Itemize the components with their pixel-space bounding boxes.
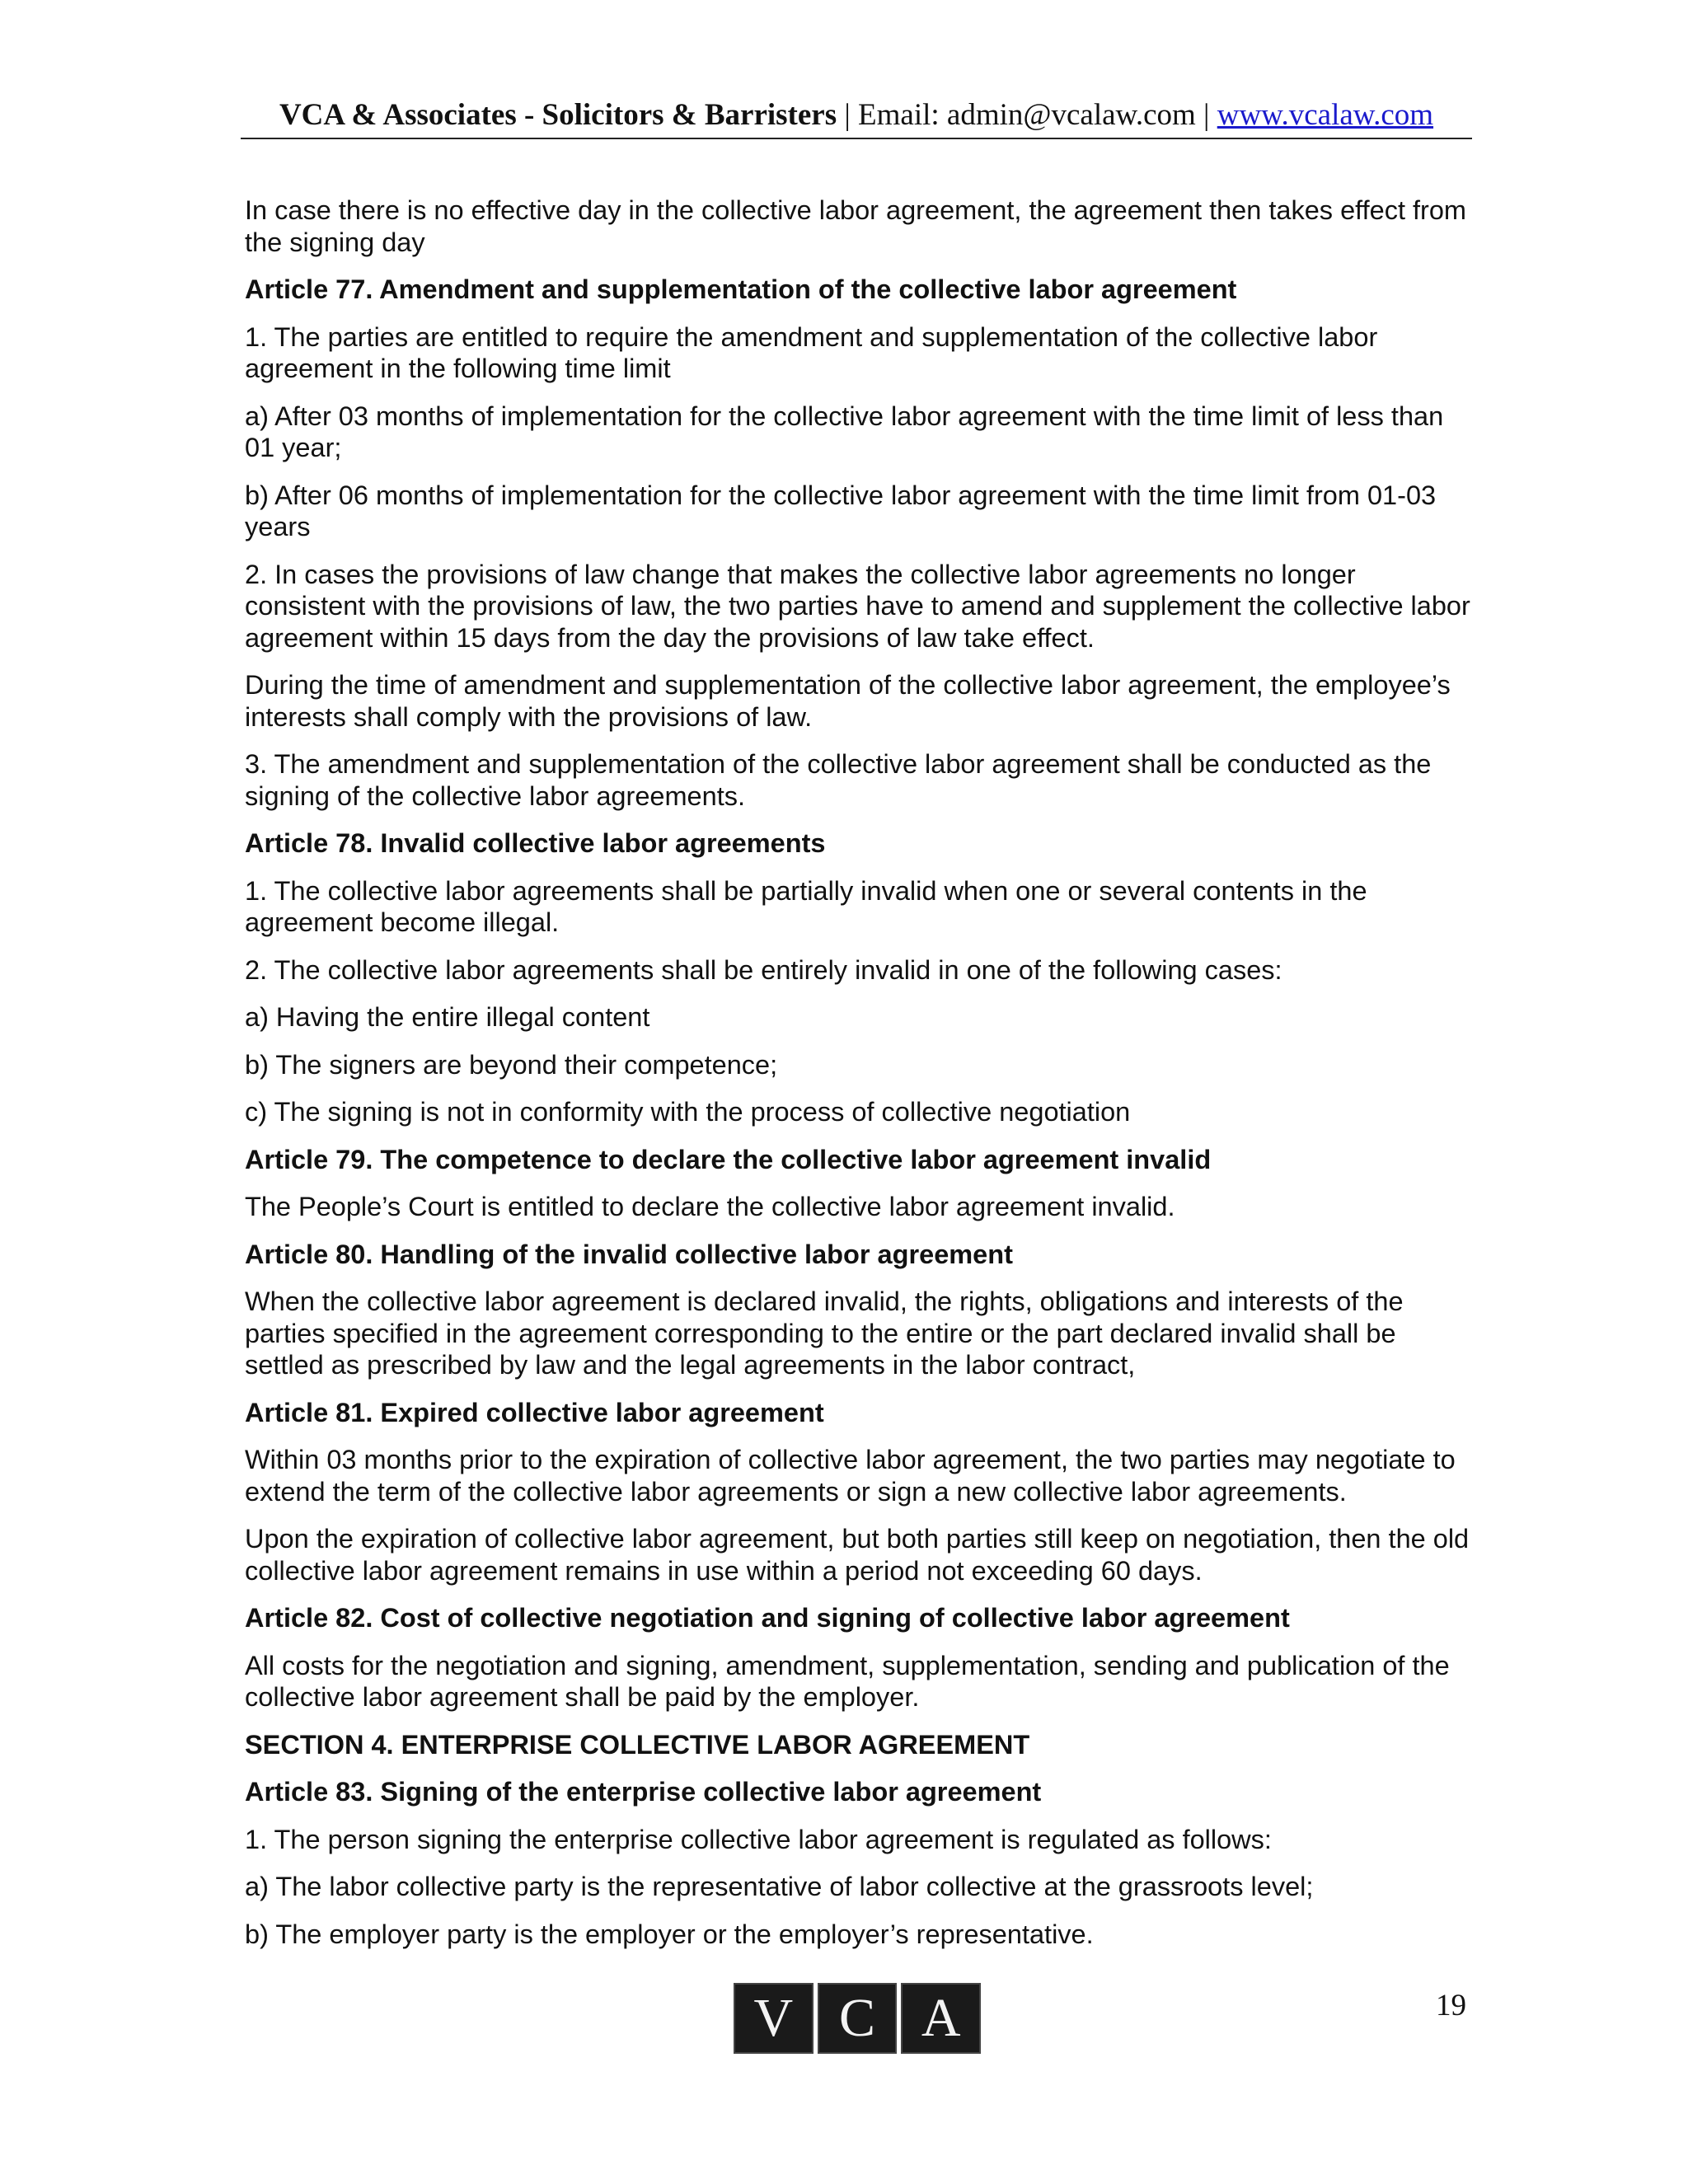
paragraph: b) The signers are beyond their competence; — [245, 1049, 778, 1080]
website-link[interactable]: www.vcalaw.com — [1217, 98, 1434, 132]
section-heading: SECTION 4. ENTERPRISE COLLECTIVE LABOR AGREEMENT — [245, 1729, 1030, 1760]
article-heading: Article 80. Handling of the invalid collective labor agreement — [245, 1239, 1013, 1269]
paragraph: 3. The amendment and supplementation of the collective labor agreement shall be conducted as the signing of the collective labor agreements. — [245, 749, 1432, 811]
article-heading: Article 79. The competence to declare the collective labor agreement invalid — [245, 1144, 1212, 1174]
page-number: 19 — [1436, 1989, 1466, 2022]
article-heading: Article 78. Invalid collective labor agreements — [245, 828, 826, 858]
paragraph: a) The labor collective party is the representative of labor collective at the grassroots level; — [245, 1872, 1314, 1901]
header-email: Email: admin@vcalaw.com — [858, 98, 1196, 132]
paragraph: 1. The person signing the enterprise collective labor agreement is regulated as follows: — [245, 1824, 1272, 1854]
document-body — [245, 194, 1473, 1966]
paragraph: During the time of amendment and supplementation of the collective labor agreement, the employee’s interests shall comply with the provisions of law. — [245, 670, 1451, 732]
paragraph: b) The employer party is the employer or the employer’s representative. — [245, 1919, 1094, 1949]
paragraph: a) After 03 months of implementation for the collective labor agreement with the time limit of less than 01 year; — [245, 401, 1444, 462]
logo-tile-v: V — [734, 1983, 814, 2054]
header-separator: | — [1195, 98, 1217, 132]
paragraph: Within 03 months prior to the expiration of collective labor agreement, the two parties may negotiate to extend the term of the collective labor agreements or sign a new collective labor agreements. — [245, 1445, 1456, 1507]
logo-tile-c: C — [818, 1983, 898, 2054]
article-heading: Article 83. Signing of the enterprise collective labor agreement — [245, 1777, 1042, 1807]
paragraph: 2. In cases the provisions of law change that makes the collective labor agreements no longer consistent with the provisions of law, the two parties have to amend and supplement the collective labor agreement within 15 days from the day the provisions of law take effect. — [245, 559, 1470, 653]
page-header — [241, 97, 1472, 139]
paragraph: The People’s Court is entitled to declare the collective labor agreement invalid. — [245, 1192, 1175, 1221]
article-heading: Article 77. Amendment and supplementation of the collective labor agreement — [245, 274, 1237, 304]
paragraph: 2. The collective labor agreements shall be entirely invalid in one of the following cases: — [245, 954, 1282, 985]
paragraph: All costs for the negotiation and signing, amendment, supplementation, sending and publication of the collective labor agreement shall be paid by the employer. — [245, 1650, 1450, 1712]
paragraph: In case there is no effective day in the collective labor agreement, the agreement then takes effect from the signing day — [245, 195, 1467, 257]
logo-tile-a: A — [901, 1983, 981, 2054]
paragraph: a) Having the entire illegal content — [245, 1002, 650, 1032]
article-heading: Article 82. Cost of collective negotiation and signing of collective labor agreement — [245, 1603, 1290, 1633]
article-heading: Article 81. Expired collective labor agreement — [245, 1397, 824, 1427]
vca-logo — [734, 1983, 981, 2054]
paragraph: 1. The collective labor agreements shall be partially invalid when one or several contents in the agreement become illegal. — [245, 875, 1367, 937]
paragraph: c) The signing is not in conformity with the process of collective negotiation — [245, 1097, 1131, 1127]
header-separator: | — [837, 98, 859, 132]
paragraph: When the collective labor agreement is declared invalid, the rights, obligations and interests of the parties specified in the agreement corresponding to the entire or the part declared invalid shall be settled as prescribed by law and the legal agreements in the labor contract, — [245, 1286, 1404, 1380]
paragraph: b) After 06 months of implementation for the collective labor agreement with the time limit from 01-03 years — [245, 480, 1437, 541]
firm-name: VCA & Associates - Solicitors & Barristers — [279, 98, 837, 132]
paragraph: 1. The parties are entitled to require the amendment and supplementation of the collective labor agreement in the following time limit — [245, 321, 1378, 383]
paragraph: Upon the expiration of collective labor agreement, but both parties still keep on negotiation, then the old collective labor agreement remains in use within a period not exceeding 60 days. — [245, 1524, 1470, 1586]
